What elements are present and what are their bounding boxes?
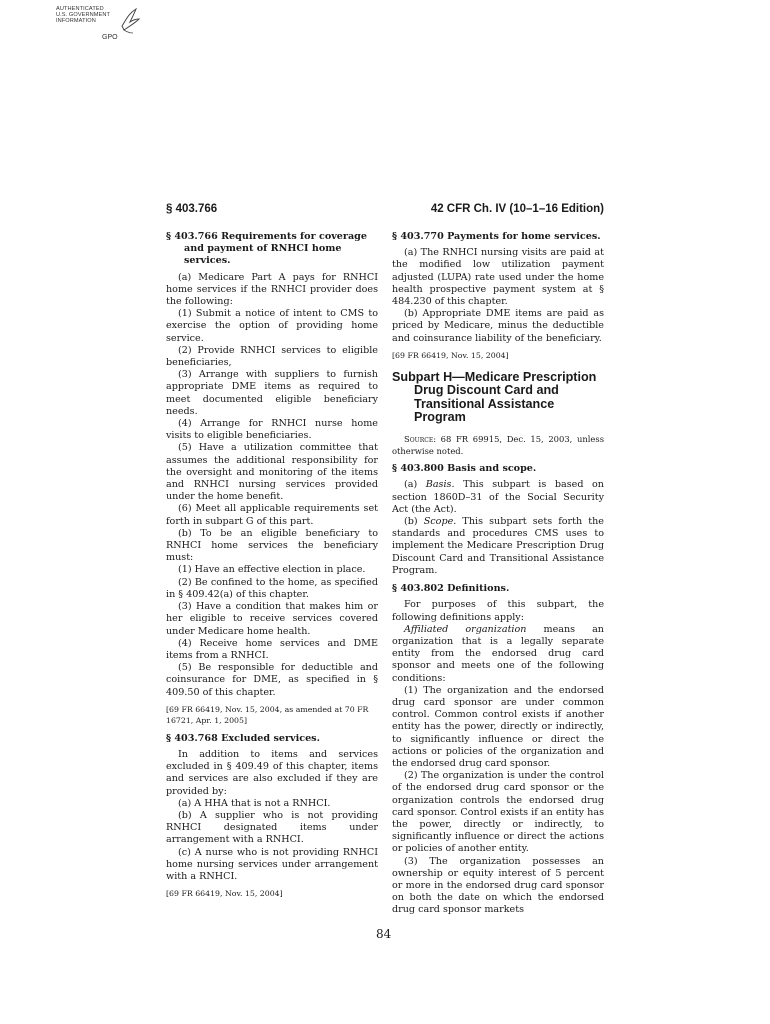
source-text: 68 FR 69915, Dec. 15, 2003, unless otherwise noted. <box>392 434 604 456</box>
stamp-line-2: U.S. GOVERNMENT <box>56 12 111 19</box>
section-heading-403-770: § 403.770 Payments for home services. <box>392 231 601 242</box>
paragraph: (1) Submit a notice of intent to CMS to exercise the option of providing home service. <box>166 308 378 344</box>
definition-text: means an organization that is a legally separate entity from the endorsed drug card sponsor and meets one of the following conditions: <box>392 623 604 684</box>
source-note: [69 FR 66419, Nov. 15, 2004, as amended at 70 FR 16721, Apr. 1, 2005] <box>166 704 369 725</box>
paragraph: (3) The organization possesses an ownership or equity interest of 5 percent or more in the endorsed drug card sponsor on both the date on which the endorsed drug card sponsor markets <box>392 855 604 916</box>
definition-term: Affiliated organization <box>404 623 527 635</box>
paragraph: For purposes of this subpart, the following definitions apply: <box>392 599 604 623</box>
authentication-stamp <box>56 6 142 48</box>
stamp-line-1: AUTHENTICATED <box>56 6 104 12</box>
para-text: This subpart is based on section 1860D–31 of the Social Security Act (the Act). <box>392 479 604 515</box>
source-label: Source: <box>404 434 437 445</box>
header-section: § 403.766 <box>166 203 218 215</box>
source-note: [69 FR 66419, Nov. 15, 2004] <box>166 889 283 899</box>
paragraph: (a) The RNHCI nursing visits are paid at the modified low utilization payment adjusted (LUPA) rate used under the home health prospective payment system at § 484.230 of this chapter. <box>392 247 604 308</box>
paragraph: (b) Appropriate DME items are paid as priced by Medicare, minus the deductible and coinsurance liability of the beneficiary. <box>392 308 604 344</box>
section-heading-403-766: § 403.766 Requirements for coverage and payment of RNHCI home services. <box>166 231 367 267</box>
subpart-source <box>392 434 604 457</box>
paragraph: (5) Have a utilization committee that assumes the additional responsibility for the oversight and monitoring of the items and RNHCI nursing services provided under the home benefit. <box>166 442 378 503</box>
running-header <box>166 203 604 221</box>
paragraph <box>392 516 604 577</box>
paragraph: (1) Have an effective election in place. <box>178 564 366 576</box>
page-number: 84 <box>376 927 392 941</box>
paragraph: (a) A HHA that is not a RNHCI. <box>178 797 331 809</box>
section-heading-403-800: § 403.800 Basis and scope. <box>392 463 537 475</box>
paragraph: (3) Have a condition that makes him or her eligible to receive services covered under Medicare home health. <box>166 601 378 637</box>
paragraph: (1) The organization and the endorsed drug card sponsor are under common control. Common control exists if another entity has the power, directly or indirectly, to significantly influence or direct the actions or policies of the organization and the endorsed drug card sponsor. <box>392 684 604 769</box>
paragraph: (b) To be an eligible beneficiary to RNHCI home services the beneficiary must: <box>166 527 378 564</box>
para-term: Scope. <box>423 516 457 528</box>
paragraph: (4) Arrange for RNHCI nurse home visits to eligible beneficiaries. <box>166 418 378 442</box>
para-term: Basis. <box>425 479 455 491</box>
left-column <box>166 231 378 906</box>
section-heading-403-768: § 403.768 Excluded services. <box>166 732 320 744</box>
paragraph: (b) A supplier who is not providing RNHCI designated items under arrangement with a RNHCI. <box>166 809 378 846</box>
para-prefix: (b) <box>404 516 424 528</box>
section-heading-403-802: § 403.802 Definitions. <box>392 583 510 595</box>
header-title: 42 CFR Ch. IV (10–1–16 Edition) <box>430 203 604 215</box>
paragraph: (3) Arrange with suppliers to furnish appropriate DME items as required to meet documented eligible beneficiary needs. <box>166 369 378 417</box>
para-text: This subpart sets forth the standards and procedures CMS uses to implement the Medicare Prescription Drug Discount Card and Transitional Assistance Program. <box>392 516 604 576</box>
paragraph: (c) A nurse who is not providing RNHCI home nursing services under arrangement with a RNHCI. <box>166 846 378 882</box>
paragraph: (6) Meet all applicable requirements set forth in subpart G of this part. <box>166 503 378 527</box>
stamp-gpo: GPO <box>102 34 118 41</box>
paragraph: (2) Be confined to the home, as specified in § 409.42(a) of this chapter. <box>166 576 378 600</box>
paragraph: In addition to items and services excluded in § 409.49 of this chapter, items and services are also excluded if they are provided by: <box>166 748 378 797</box>
source-note: [69 FR 66419, Nov. 15, 2004] <box>392 350 509 360</box>
right-column <box>392 231 604 917</box>
paragraph: (4) Receive home services and DME items from a RNHCI. <box>166 637 378 661</box>
paragraph: (a) Medicare Part A pays for RNHCI home services if the RNHCI provider does the following: <box>166 271 378 308</box>
eagle-seal-icon <box>118 6 142 36</box>
stamp-line-3: INFORMATION <box>56 18 96 25</box>
para-prefix: (a) <box>404 479 426 491</box>
paragraph <box>392 624 604 685</box>
paragraph <box>392 479 604 516</box>
paragraph: (2) The organization is under the control of the endorsed drug card sponsor or the organization controls the endorsed drug card sponsor. Control exists if an entity has the power, directly or indirectly, to significantly influence or direct the actions or policies of another entity. <box>392 770 604 855</box>
paragraph: (5) Be responsible for deductible and coinsurance for DME, as specified in § 409.50 of this chapter. <box>166 662 378 698</box>
subpart-title: Subpart H—Medicare Prescription Drug Discount Card and Transitional Assistance Program <box>392 369 597 425</box>
paragraph: (2) Provide RNHCI services to eligible beneficiaries, <box>166 344 378 369</box>
